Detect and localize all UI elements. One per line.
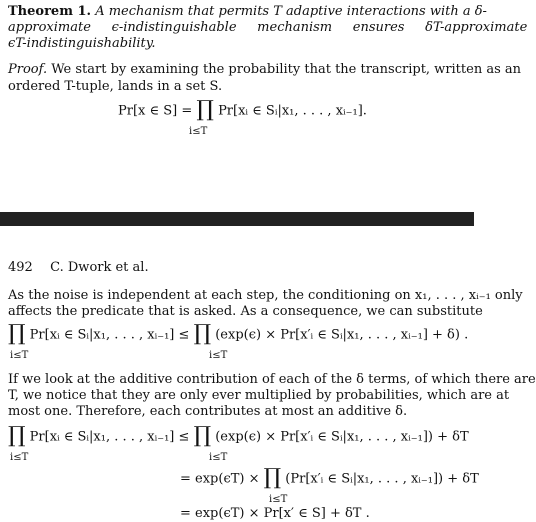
para2-line-2: T, we notice that they are only ever multiplied by probabilities, which are at [8, 388, 510, 403]
eq3-l1-rhs: (exp(ϵ) × Pr[x′ᵢ ∈ Sᵢ|x₁, . . . , xᵢ₋₁]) + δT [215, 429, 469, 445]
proof-line-2: ordered T-tuple, lands in a set S. [8, 79, 223, 94]
eq2-subscript-right: i≤T [209, 350, 228, 361]
product-symbol: ∏ [193, 423, 212, 448]
eq2-subscript-left: i≤T [10, 350, 29, 361]
eq2-lhs: Pr[xᵢ ∈ Sᵢ|x₁, . . . , xᵢ₋₁] ≤ [29, 327, 190, 343]
theorem-line-3: ϵT-indistinguishability. [8, 36, 156, 51]
page-separator [0, 212, 474, 226]
proof-text-1: We start by examining the probability that the transcript, written as an [51, 62, 522, 77]
product-symbol: ∏ [8, 423, 26, 448]
eq1-lhs: Pr[x ∈ S] = [118, 103, 193, 119]
eq2-rhs: (exp(ϵ) × Pr[x′ᵢ ∈ Sᵢ|x₁, . . . , xᵢ₋₁] + δ) . [215, 327, 469, 343]
running-header [8, 260, 149, 275]
product-symbol: ∏ [263, 465, 282, 490]
para1-line-2: affects the predicate that is asked. As a consequence, we can substitute [8, 304, 483, 319]
theorem-text-1: A mechanism that permits T adaptive interactions with a δ- [95, 4, 487, 19]
eq3-subscript-left: i≤T [10, 452, 29, 463]
product-symbol: ∏ [193, 321, 212, 346]
para1-line-1: As the noise is independent at each step, the conditioning on x₁, . . . , xᵢ₋₁ only [8, 288, 523, 303]
eq3-l2-subscript: i≤T [269, 494, 288, 505]
para2-line-1: If we look at the additive contribution of each of the δ terms, of which there are [8, 372, 536, 387]
equation-2 [8, 321, 469, 361]
product-symbol: ∏ [196, 97, 214, 122]
bottom-page-fragment [0, 226, 536, 522]
top-page-fragment [0, 0, 528, 212]
theorem-line-2: approximate ϵ-indistinguishable mechanism ensures δT-approximate [8, 20, 528, 35]
equation-3-line-3: = exp(ϵT) × Pr[x′ ∈ S] + δT . [180, 506, 370, 521]
eq3-l2-lhs: = exp(ϵT) × [180, 471, 260, 487]
equation-1 [118, 97, 367, 137]
page-number: 492 [8, 260, 33, 275]
eq3-l2-rhs: (Pr[x′ᵢ ∈ Sᵢ|x₁, . . . , xᵢ₋₁]) + δT [285, 471, 479, 487]
eq3-subscript-right: i≤T [209, 452, 228, 463]
eq1-subscript: i≤T [189, 126, 208, 137]
running-head: C. Dwork et al. [50, 260, 149, 275]
eq3-l1-lhs: Pr[xᵢ ∈ Sᵢ|x₁, . . . , xᵢ₋₁] ≤ [29, 429, 190, 445]
equation-3-line-2 [180, 465, 479, 505]
equation-3-line-1 [8, 423, 469, 463]
theorem-line-1 [8, 4, 487, 20]
theorem-label: Theorem 1. [8, 4, 92, 19]
proof-line-1 [8, 62, 522, 78]
eq1-rhs: Pr[xᵢ ∈ Sᵢ|x₁, . . . , xᵢ₋₁]. [218, 103, 367, 119]
para2-line-3: most one. Therefore, each contributes at most an additive δ. [8, 404, 408, 419]
product-symbol: ∏ [8, 321, 26, 346]
proof-label: Proof. [8, 62, 48, 77]
